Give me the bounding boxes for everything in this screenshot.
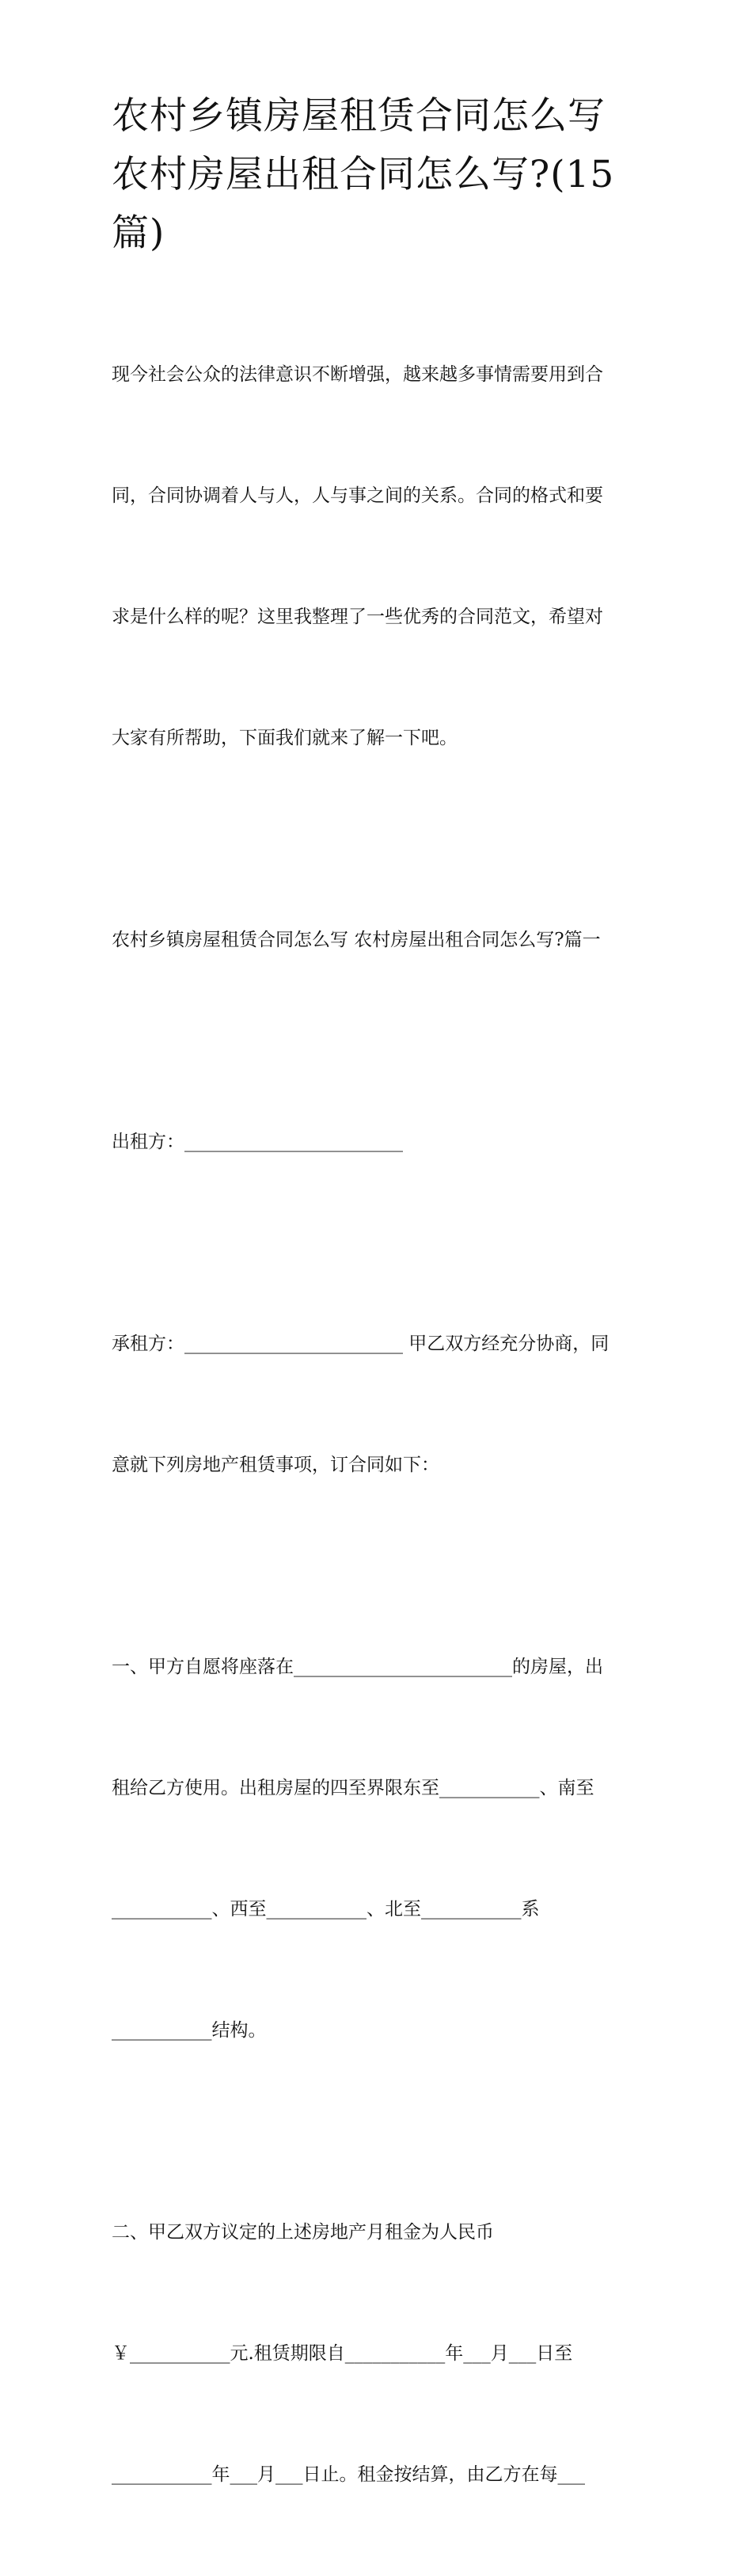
intro-paragraph xyxy=(112,274,650,839)
text-line: 求是什么样的呢？这里我整理了一些优秀的合同范文，希望对 xyxy=(112,607,603,627)
text-line: ___________年___月___日止。租金按结算，由乙方在每___ xyxy=(112,2464,585,2485)
title-line: 农村房屋出租合同怎么写?(15 xyxy=(112,153,615,196)
text-line: 承租方：________________________ 甲乙双方经充分协商，同 xyxy=(112,1334,610,1354)
document-page xyxy=(112,87,650,2576)
text-line: ___________、西至___________、北至___________系 xyxy=(112,1899,540,1920)
section-heading xyxy=(112,839,650,1041)
title-line: 篇) xyxy=(112,211,165,255)
title-line: 农村乡镇房屋租赁合同怎么写 xyxy=(112,94,606,138)
text-line: ￥___________元.租赁期限自___________年___月___日至 xyxy=(112,2343,573,2364)
text-line: 二、甲乙双方议定的上述房地产月租金为人民币 xyxy=(112,2222,494,2243)
text-line: 农村乡镇房屋租赁合同怎么写 农村房屋出租合同怎么写?篇一 xyxy=(112,930,601,950)
text-line: 一、甲方自愿将座落在________________________的房屋，出 xyxy=(112,1657,603,1677)
clause-1 xyxy=(112,1566,650,2132)
text-line: 租给乙方使用。出租房屋的四至界限东至___________、南至 xyxy=(112,1778,594,1798)
text-line: 同，合同协调着人与人，人与事之间的关系。合同的格式和要 xyxy=(112,485,603,506)
lessor-line xyxy=(112,1041,650,1243)
text-line: 现今社会公众的法律意识不断增强，越来越多事情需要用到合 xyxy=(112,364,603,385)
document-title xyxy=(112,87,650,263)
clause-2 xyxy=(112,2132,650,2576)
text-line: 出租方：________________________ xyxy=(112,1132,403,1152)
lessee-paragraph xyxy=(112,1243,650,1566)
text-line: 大家有所帮助，下面我们就来了解一下吧。 xyxy=(112,728,458,748)
text-line: 意就下列房地产租赁事项，订合同如下： xyxy=(112,1455,439,1475)
text-line: ___________结构。 xyxy=(112,2020,267,2041)
